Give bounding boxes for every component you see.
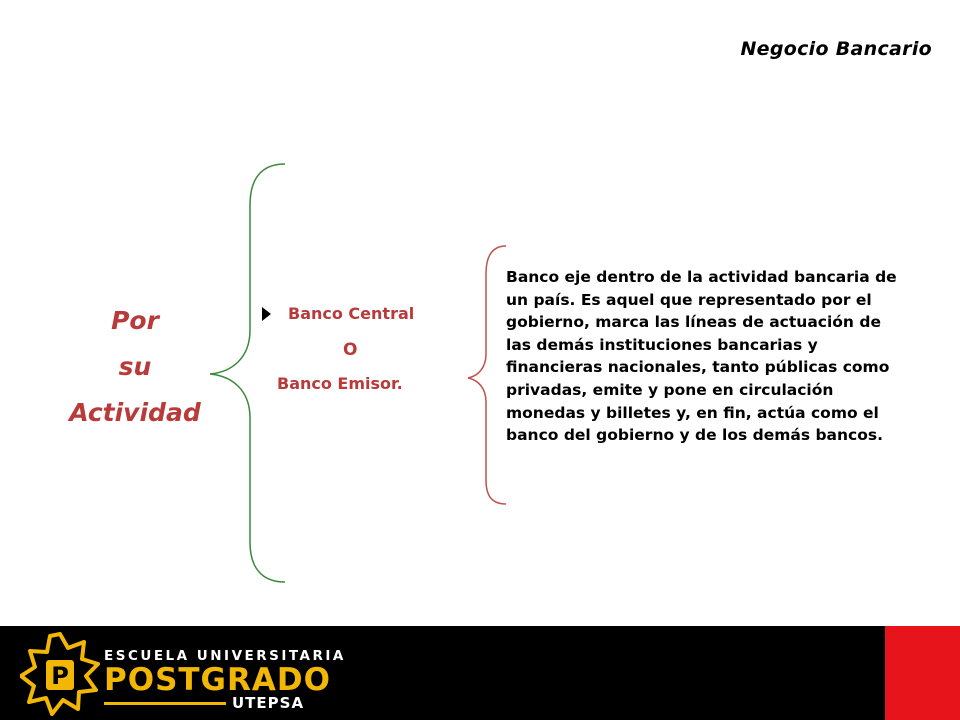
bullet-label: Banco Central xyxy=(288,304,415,323)
emblem-letter: P xyxy=(51,662,69,690)
logo-underline xyxy=(104,702,226,705)
red-curly-bracket xyxy=(468,246,506,504)
description-paragraph: Banco eje dentro de la actividad bancaria de un país. Es aquel que representado por el gobierno, marca las líneas de actuación de las demás instituciones bancarias y financieras nacionales, tanto públicas como privadas, emite y pone en circulación monedas y billetes y, en fin, actúa como el banco del gobierno y de los demás bancos. xyxy=(506,268,897,445)
logo-university-text: UTEPSA xyxy=(232,694,305,712)
topic-label xyxy=(50,298,220,436)
topic-line-3: Actividad xyxy=(69,398,201,427)
topic-line-1: Por xyxy=(111,306,159,335)
alt-label: Banco Emisor. xyxy=(277,374,403,393)
slide-header-title: Negocio Bancario xyxy=(740,38,932,60)
topic-line-2: su xyxy=(118,352,152,381)
conjunction-text: O xyxy=(343,340,358,360)
bullet-item xyxy=(260,304,460,323)
green-curly-bracket xyxy=(210,164,285,582)
logo-school-text: ESCUELA UNIVERSITARIA xyxy=(104,648,346,664)
footer-bar xyxy=(0,626,960,720)
arrow-bullet-icon xyxy=(262,307,271,321)
footer-red-block xyxy=(885,626,960,720)
star-emblem-icon xyxy=(20,632,100,716)
logo-brand-text: POSTGRADO xyxy=(104,662,331,698)
bank-type-block xyxy=(260,304,460,393)
